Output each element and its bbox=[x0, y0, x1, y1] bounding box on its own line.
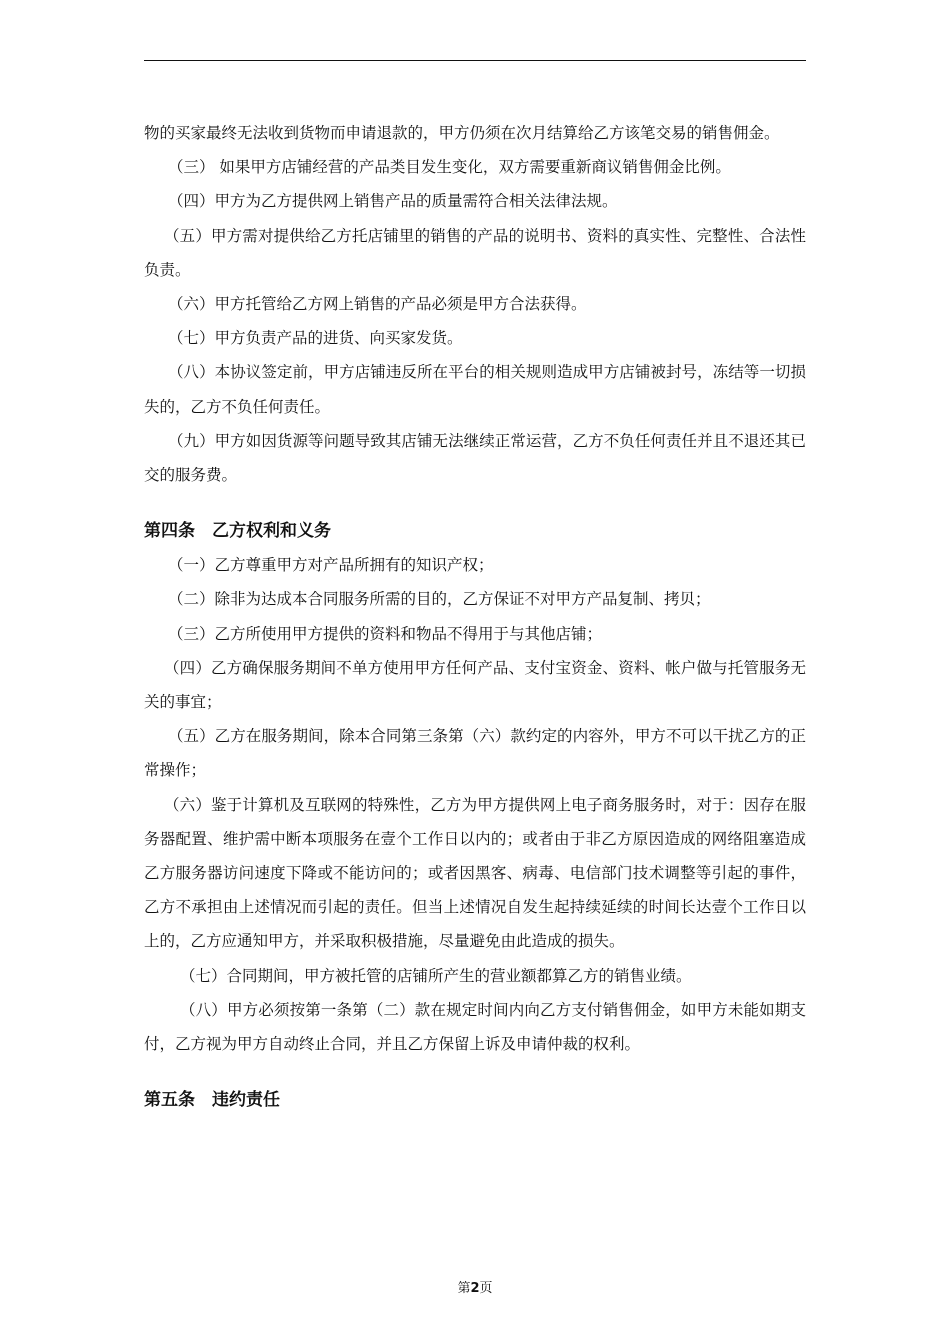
page-footer bbox=[0, 1280, 950, 1298]
paragraph-clause-3-9: （九）甲方如因货源等问题导致其店铺无法继续正常运营，乙方不负任何责任并且不退还其已交的服务费。 bbox=[144, 431, 806, 485]
page-number-prefix: 第 bbox=[457, 1281, 471, 1296]
paragraph-clause-4-3: （三）乙方所使用甲方提供的资料和物品不得用于与其他店铺； bbox=[168, 624, 603, 643]
paragraph-clause-4-1: （一）乙方尊重甲方对产品所拥有的知识产权； bbox=[168, 556, 494, 575]
paragraph-clause-4-5: （五）乙方在服务期间，除本合同第三条第（六）款约定的内容外，甲方不可以干扰乙方的正常操作； bbox=[144, 727, 806, 780]
paragraph-clause-3-7: （七）甲方负责产品的进货、向买家发货。 bbox=[168, 329, 463, 348]
page-number: 2 bbox=[470, 1281, 480, 1296]
heading-article-5: 第五条 违约责任 bbox=[144, 1090, 280, 1111]
paragraph-clause-4-8: （八）甲方必须按第一条第（二）款在规定时间内向乙方支付销售佣金，如甲方未能如期支付，乙方视为甲方自动终止合同，并且乙方保留上诉及申请仲裁的权利。 bbox=[144, 1000, 806, 1054]
heading-article-4: 第四条 乙方权利和义务 bbox=[144, 521, 331, 542]
header-rule bbox=[144, 60, 806, 61]
paragraph-clause-4-6: （六）鉴于计算机及互联网的特殊性，乙方为甲方提供网上电子商务服务时，对于：因存在服务器配置、维护需中断本项服务在壹个工作日以内的；或者由于非乙方原因造成的网络阻塞造成乙方服务器访问速度下降或不能访问的；或者因黑客、病毒、电信部门技术调整等引起的事件，乙方不承担由上述情况而引起的责任。但当上述情况自发生起持续延续的时间长达壹个工作日以上的，乙方应通知甲方，并采取积极措施，尽量避免由此造成的损失。 bbox=[144, 795, 806, 951]
document-body bbox=[144, 116, 806, 1117]
paragraph-clause-4-4: （四）乙方确保服务期间不单方使用甲方任何产品、支付宝资金、资料、帐户做与托管服务无关的事宜； bbox=[144, 658, 806, 712]
paragraph-clause-3-4: （四）甲方为乙方提供网上销售产品的质量需符合相关法律法规。 bbox=[168, 192, 618, 211]
paragraph-clause-3-8: （八）本协议签定前，甲方店铺违反所在平台的相关规则造成甲方店铺被封号，冻结等一切损失的，乙方不负任何责任。 bbox=[144, 363, 806, 416]
paragraph-clause-3-6: （六）甲方托管给乙方网上销售的产品必须是甲方合法获得。 bbox=[168, 295, 587, 314]
paragraph-clause-3-5: （五）甲方需对提供给乙方托店铺里的销售的产品的说明书、资料的真实性、完整性、合法性负责。 bbox=[144, 226, 806, 279]
paragraph-continuation: 物的买家最终无法收到货物而申请退款的，甲方仍须在次月结算给乙方该笔交易的销售佣金。 bbox=[144, 124, 780, 142]
paragraph-clause-3-3: （三） 如果甲方店铺经营的产品类目发生变化，双方需要重新商议销售佣金比例。 bbox=[168, 158, 731, 177]
paragraph-clause-4-2: （二）除非为达成本合同服务所需的目的，乙方保证不对甲方产品复制、拷贝； bbox=[168, 590, 711, 609]
paragraph-clause-4-7: （七）合同期间，甲方被托管的店铺所产生的营业额都算乙方的销售业绩。 bbox=[180, 966, 692, 985]
page-number-suffix: 页 bbox=[479, 1281, 493, 1296]
